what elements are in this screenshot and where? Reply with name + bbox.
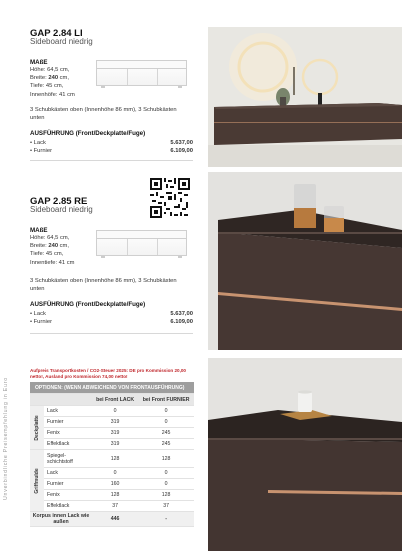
product3-photo <box>208 358 402 551</box>
table-row: Deckplatte Lack 0 0 <box>30 406 194 417</box>
table-row: Fenix 319 245 <box>30 428 194 439</box>
product1-height: Höhe: 64,5 cm, <box>30 67 70 73</box>
product2-title: GAP 2.85 RE <box>30 196 88 207</box>
product2-description: 3 Schubkästen oben (Innenhöhe 86 mm), 3 Schubkästen unten <box>30 278 177 292</box>
col-front-furnier: bei Front FURNIER <box>138 394 194 406</box>
table-row: Effektlack 319 245 <box>30 439 194 450</box>
table-row: Fenix 128 128 <box>30 490 194 501</box>
product1-inner-height: Innenhöfe: 41 cm <box>30 91 75 98</box>
product1-sideboard-drawing <box>96 60 187 86</box>
table-row-footer: Korpus innen Lack wie außen 446 - <box>30 512 194 527</box>
divider <box>30 160 193 161</box>
product2-price-furnier: • Furnier 6.109,00 <box>30 319 193 325</box>
table-row: Furnier 160 0 <box>30 479 194 490</box>
price-disclaimer-text: Unverbindliche Preisempfehlung in Euro <box>3 377 9 500</box>
options-table <box>30 382 194 527</box>
qr-code-icon[interactable] <box>150 178 190 218</box>
product2-price-lack: • Lack 5.637,00 <box>30 311 193 317</box>
product1-finish-heading: AUSFÜHRUNG (Front/Deckplatte/Fuge) <box>30 130 146 137</box>
product2-measures-heading: MAßE <box>30 227 48 234</box>
product1-title: GAP 2.84 LI <box>30 28 83 39</box>
product1-measures <box>30 66 75 99</box>
table-row: Furnier 319 0 <box>30 417 194 428</box>
group-deckplatte: Deckplatte <box>30 406 44 450</box>
product2-inner-height: Innentiefe: 41 cm <box>30 259 75 266</box>
table-row: Lack 0 0 <box>30 468 194 479</box>
product1-price-lack: • Lack 5.637,00 <box>30 140 193 146</box>
options-table-heading: OPTIONEN: (WENN ABWEICHEND VON FRONTAUSFÜHRUNG) <box>30 382 194 394</box>
transport-cost-note: Aufpreis Transportkosten / CO2-Steuer 2025: DE pro Kommission 20,00 netto!, Ausland pro Kommission 74,00 netto! <box>30 368 186 379</box>
product1-photo <box>208 27 402 167</box>
product1-price-furnier: • Furnier 6.109,00 <box>30 148 193 154</box>
product1-depth: Tiefe: 45 cm, <box>30 83 64 90</box>
product1-measures-heading: MAßE <box>30 59 48 66</box>
table-row: Griffmulde Spiegel-schichtstoff 128 128 <box>30 450 194 468</box>
product2-measures <box>30 234 74 267</box>
product2-width: Breite: 240 cm, <box>30 243 69 250</box>
product1-subtitle: Sideboard niedrig <box>30 37 93 46</box>
product2-finish-heading: AUSFÜHRUNG (Front/Deckplatte/Fuge) <box>30 301 146 308</box>
product1-description: 3 Schubkästen oben (Innenhöhe 86 mm), 3 Schubkästen unten <box>30 107 177 121</box>
product2-subtitle: Sideboard niedrig <box>30 205 93 214</box>
group-griffmulde: Griffmulde <box>30 450 44 512</box>
divider <box>30 333 193 334</box>
product2-depth: Tiefe: 45 cm, <box>30 251 64 258</box>
price-disclaimer-vertical <box>3 200 13 500</box>
product2-sideboard-drawing <box>96 230 187 256</box>
table-row: Effektlack 37 37 <box>30 501 194 512</box>
product1-width: Breite: 240 cm, <box>30 75 69 82</box>
col-front-lack: bei Front LACK <box>92 394 138 406</box>
product2-photo <box>208 172 402 350</box>
product2-height: Höhe: 64,5 cm, <box>30 235 70 241</box>
